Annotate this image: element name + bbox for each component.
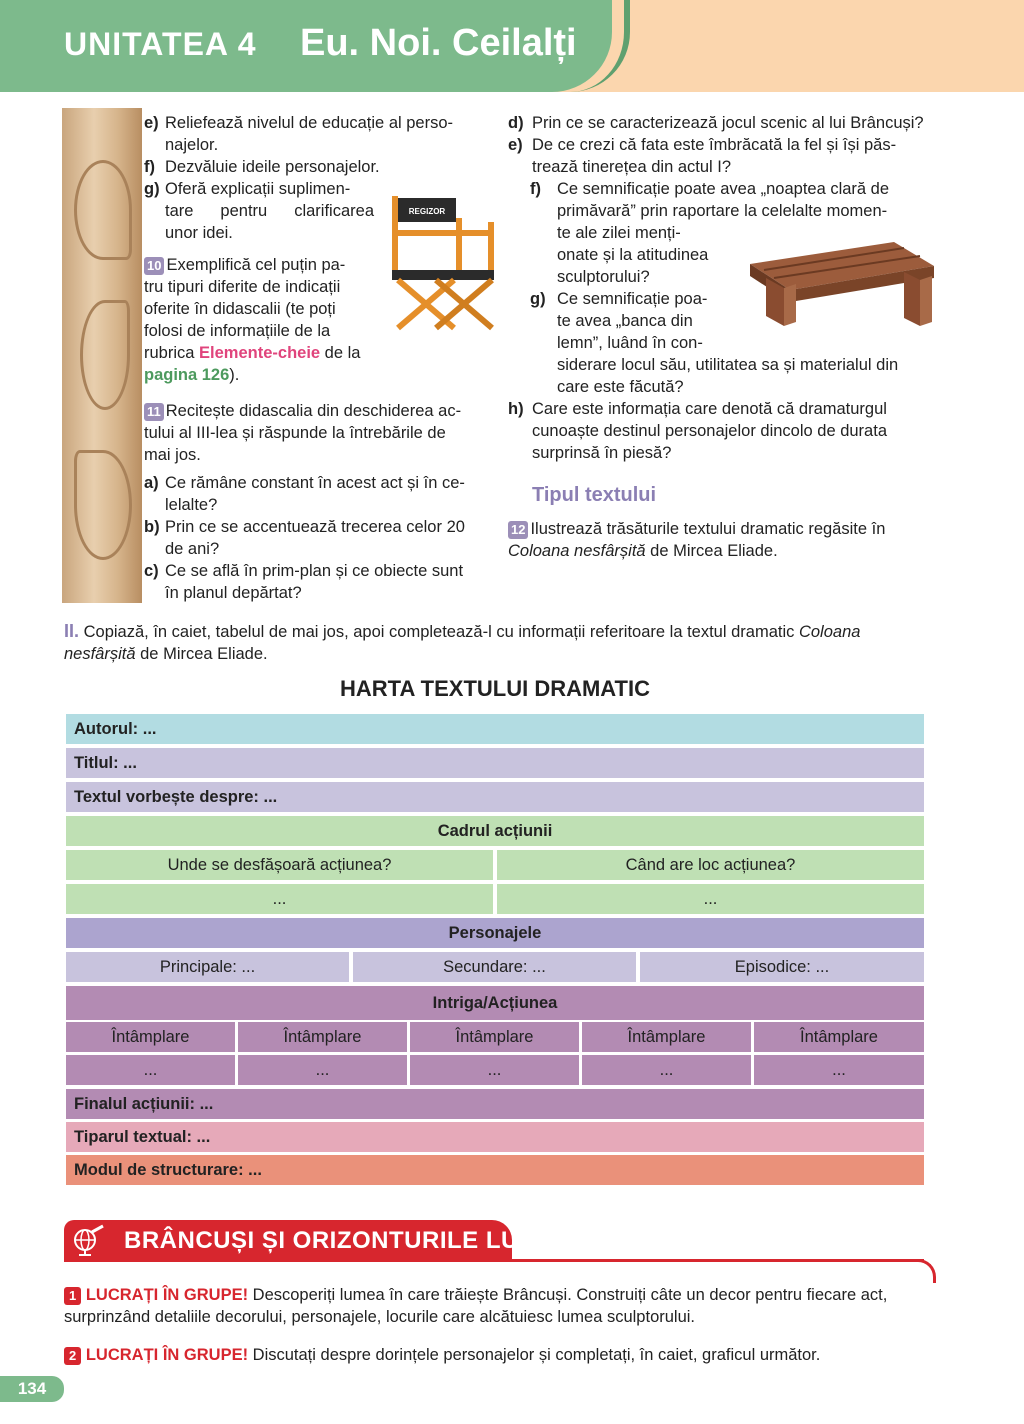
map-title: HARTA TEXTULUI DRAMATIC <box>340 676 650 701</box>
left-item-e: e) Reliefează nivelul de educație al perso- najelor. <box>144 114 454 154</box>
q11-item-b: b) Prin ce se accentuează trecerea celor 20 de ani? <box>144 518 465 558</box>
part-2-instructions: II. Copiază, în caiet, tabelul de mai jos, apoi completează-l cu informații referitoare la textul dramatic Coloana nesfârșită de Mircea Eliade. <box>64 621 861 663</box>
map-episodic-characters: Episodice: ... <box>640 952 924 982</box>
map-event-value: ... <box>66 1055 235 1085</box>
right-item-d: d) Prin ce se caracterizează jocul scenic al lui Brâncuși? <box>508 114 924 132</box>
ornament-swirl <box>80 300 130 410</box>
map-event-header: Întâmplare <box>754 1022 924 1052</box>
question-11: 11 Recitește didascalia din deschiderea ac- tului al III-lea și răspunde la întrebările de mai jos. <box>144 402 462 464</box>
map-where-header: Unde se desfășoară acțiunea? <box>66 850 493 880</box>
left-item-g: g) Oferă explicații suplimen- tare pentru clarificarea unor idei. <box>144 180 374 242</box>
q11-item-a: a) Ce rămâne constant în acest act și în ce- lelalte? <box>144 474 465 514</box>
map-secondary-characters: Secundare: ... <box>353 952 636 982</box>
ornament-swirl <box>74 160 132 260</box>
map-author-row: Autorul: ... <box>66 714 924 744</box>
question-10: 10 Exemplifică cel puțin pa- tru tipuri diferite de indicații oferite în didascalii (te poți folosi de informațiile de la rubrica Elemente-cheie de la pagina 126). <box>144 256 361 384</box>
question-12: 12 Ilustrează trăsăturile textului dramatic regăsite în Coloana nesfârșită de Mircea Eliade. <box>508 520 886 560</box>
map-plot-header: Intriga/Acțiunea <box>66 986 924 1020</box>
unit-label: UNITATEA 4 <box>64 26 257 62</box>
chair-label: REGIZOR <box>408 207 446 216</box>
banner-title: BRÂNCUȘI ȘI ORIZONTURILE LUMII <box>124 1227 554 1254</box>
map-when-value: ... <box>497 884 924 914</box>
task-2: 2 LUCRAȚI ÎN GRUPE! Discutați despre dorințele personajelor și completați, în caiet, graficul următor. <box>64 1344 928 1366</box>
map-event-value: ... <box>582 1055 751 1085</box>
map-setting-header: Cadrul acțiunii <box>66 816 924 846</box>
right-item-e: e) De ce crezi că fata este îmbrăcată la fel și își păs- trează tinerețea din actul I? <box>508 136 897 176</box>
banner-curve <box>900 1259 936 1283</box>
map-event-header: Întâmplare <box>66 1022 235 1052</box>
map-event-header: Întâmplare <box>582 1022 751 1052</box>
left-item-f: f) Dezvăluie ideile personajelor. <box>144 158 380 176</box>
map-when-header: Când are loc acțiunea? <box>497 850 924 880</box>
map-about-row: Textul vorbește despre: ... <box>66 782 924 812</box>
right-item-h: h) Care este informația care denotă că dramaturgul cunoaște destinul personajelor dincolo de durata surprinsă în piesă? <box>508 400 887 462</box>
task-number: 2 <box>64 1347 81 1365</box>
question-number: 10 <box>144 257 164 275</box>
right-item-f: f) Ce semnificație poate avea „noaptea clară de primăvară” prin raportare la celelalte momen- te ale zilei menți- onate și la atitudinea sculptorului? <box>530 180 890 286</box>
unit-title: Eu. Noi. Ceilalți <box>300 22 577 64</box>
question-number: 11 <box>144 403 164 421</box>
wooden-bench-illustration <box>744 236 938 336</box>
q11-item-c: c) Ce se află în prim-plan și ce obiecte sunt în planul depărtat? <box>144 562 464 602</box>
right-item-g: g) Ce semnificație poa- te avea „banca din lemn”, luând în con- siderare locul său, utilitatea sa și materialul din care este făcută? <box>530 290 899 396</box>
ornament-swirl <box>74 450 132 560</box>
section-heading: Tipul textului <box>532 484 657 506</box>
map-event-header: Întâmplare <box>410 1022 579 1052</box>
part-2-label: II. <box>64 621 80 641</box>
banner-underline <box>64 1259 924 1262</box>
page-number: 134 <box>0 1376 64 1402</box>
map-structure-row: Modul de structurare: ... <box>66 1155 924 1185</box>
page-ref-link: pagina 126 <box>144 366 230 384</box>
map-ending-row: Finalul acțiunii: ... <box>66 1089 924 1119</box>
map-where-value: ... <box>66 884 493 914</box>
key-elements-link: Elemente-cheie <box>199 344 321 362</box>
map-pattern-row: Tiparul textual: ... <box>66 1122 924 1152</box>
map-main-characters: Principale: ... <box>66 952 349 982</box>
map-event-value: ... <box>238 1055 407 1085</box>
map-title-row: Titlul: ... <box>66 748 924 778</box>
task-1: 1 LUCRAȚI ÎN GRUPE! Descoperiți lumea în care trăiește Brâncuși. Construiți câte un decor pentru fiecare act, surprinzând detaliile decorului, personajele, locurile care alcătuiesc lumea sculptorului. <box>64 1286 888 1326</box>
map-event-header: Întâmplare <box>238 1022 407 1052</box>
director-chair-illustration <box>384 192 500 332</box>
map-event-value: ... <box>410 1055 579 1085</box>
map-event-value: ... <box>754 1055 924 1085</box>
task-number: 1 <box>64 1287 81 1305</box>
globe-pencil-icon <box>70 1224 106 1258</box>
map-characters-header: Personajele <box>66 918 924 948</box>
question-number: 12 <box>508 521 528 539</box>
